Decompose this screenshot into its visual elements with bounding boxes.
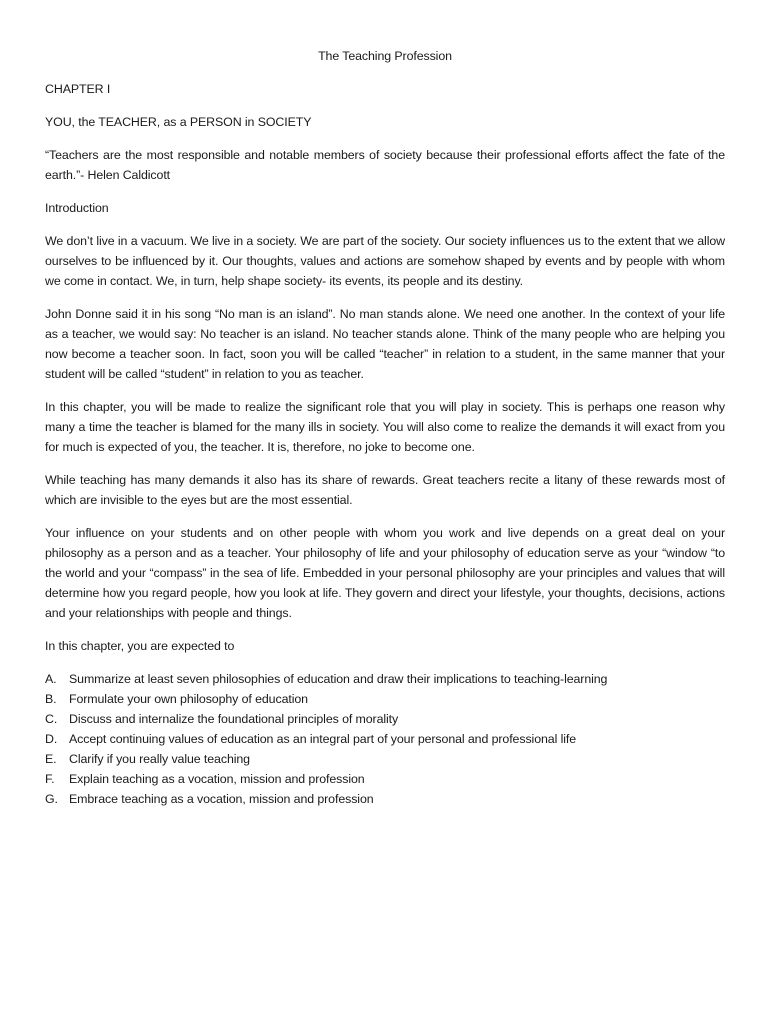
list-marker: B. xyxy=(45,692,57,706)
list-marker: F. xyxy=(45,772,55,786)
body-paragraph: In this chapter, you will be made to realize the significant role that you will play in society. This is perhaps one reason why many a time the teacher is blamed for the many ills in society. You will also come to realize the demands it will exact from you for much is expected of you, the teacher. It is, therefore, no joke to become one. xyxy=(45,400,725,454)
list-marker: A. xyxy=(45,672,57,686)
objectives-list xyxy=(45,669,725,809)
list-item xyxy=(45,689,725,709)
list-item-text: Formulate your own philosophy of education xyxy=(69,692,308,706)
list-item xyxy=(45,669,725,689)
document-page xyxy=(45,46,725,809)
objectives-intro: In this chapter, you are expected to xyxy=(45,639,235,653)
list-item xyxy=(45,729,725,749)
list-item xyxy=(45,709,725,729)
epigraph-quote: “Teachers are the most responsible and notable members of society because their professional efforts affect the fate of the earth.”- Helen Caldicott xyxy=(45,148,725,182)
list-item-text: Embrace teaching as a vocation, mission and profession xyxy=(69,792,374,806)
body-paragraph: We don’t live in a vacuum. We live in a society. We are part of the society. Our society influences us to the extent that we allow ourselves to be influenced by it. Our thoughts, values and actions are somehow shaped by events and by people with whom we come in contact. We, in turn, help shape society- its events, its people and its destiny. xyxy=(45,234,725,288)
document-title: The Teaching Profession xyxy=(318,49,452,63)
list-marker: D. xyxy=(45,732,58,746)
chapter-heading: CHAPTER I xyxy=(45,82,111,96)
body-paragraph: While teaching has many demands it also has its share of rewards. Great teachers recite a litany of these rewards most of which are invisible to the eyes but are the most essential. xyxy=(45,473,725,507)
list-marker: E. xyxy=(45,752,57,766)
list-item xyxy=(45,789,725,809)
list-item xyxy=(45,749,725,769)
body-paragraph: John Donne said it in his song “No man is an island”. No man stands alone. We need one another. In the context of your life as a teacher, we would say: No teacher is an island. No teacher stands alone. Think of the many people who are helping you now become a teacher soon. In fact, soon you will be called “teacher” in relation to a student, in the same manner that your student will be called “student” in relation to you as teacher. xyxy=(45,307,725,381)
introduction-heading: Introduction xyxy=(45,201,109,215)
body-paragraph: Your influence on your students and on other people with whom you work and live depends on a great deal on your philosophy as a person and as a teacher. Your philosophy of life and your philosophy of education serve as your “window “to the world and your “compass” in the sea of life. Embedded in your personal philosophy are your principles and values that will determine how you regard people, how you look at life. They govern and direct your lifestyle, your thoughts, decisions, actions and your relationships with people and things. xyxy=(45,526,725,620)
list-item-text: Discuss and internalize the foundational principles of morality xyxy=(69,712,399,726)
list-item-text: Summarize at least seven philosophies of education and draw their implications to teaching-learning xyxy=(69,672,608,686)
list-marker: C. xyxy=(45,712,58,726)
chapter-subtitle: YOU, the TEACHER, as a PERSON in SOCIETY xyxy=(45,115,312,129)
list-item-text: Accept continuing values of education as an integral part of your personal and professional life xyxy=(69,732,577,746)
list-marker: G. xyxy=(45,792,58,806)
list-item-text: Clarify if you really value teaching xyxy=(69,752,250,766)
list-item xyxy=(45,769,725,789)
list-item-text: Explain teaching as a vocation, mission and profession xyxy=(69,772,365,786)
